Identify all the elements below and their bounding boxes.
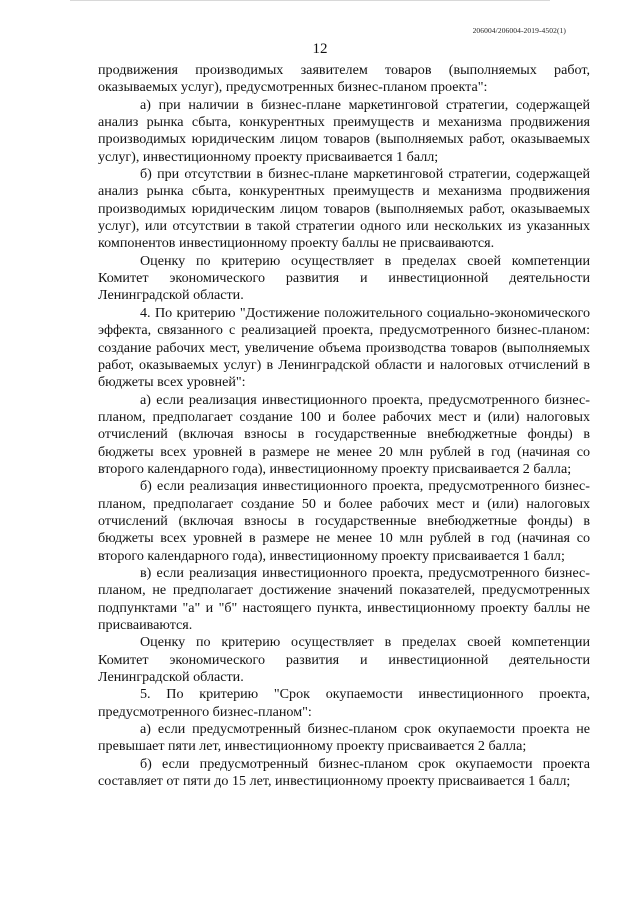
paragraph-item-b-payback: б) если предусмотренный бизнес-планом срок окупаемости проекта составляет от пяти до 15 лет, инвестиционному проекту присваивается 1 балл;: [98, 755, 590, 790]
paragraph-assessment-note: Оценку по критерию осуществляет в пределах своей компетенции Комитет экономического развития и инвестиционной деятельности Ленинградской области.: [98, 634, 590, 686]
document-body: [98, 62, 590, 790]
paragraph-item-a-marketing: а) при наличии в бизнес-плане маркетинговой стратегии, содержащей анализ рынка сбыта, конкурентных преимуществ и механизма продвижения производимых юридическим лицом товаров (выполняемых работ, оказываемых услуг), инвестиционному проекту присваивается 1 балл;: [98, 96, 590, 165]
document-id: 206004/206004-2019-4502(1): [472, 26, 566, 35]
paragraph-assessment-note: Оценку по критерию осуществляет в пределах своей компетенции Комитет экономического развития и инвестиционной деятельности Ленинградской области.: [98, 252, 590, 304]
paragraph-item-v-jobs: в) если реализация инвестиционного проекта, предусмотренного бизнес-планом, не предполагает достижение значений показателей, предусмотренных подпунктами "а" и "б" настоящего пункта, инвестиционному проекту баллы не присваиваются.: [98, 564, 590, 633]
paragraph-criterion-5: 5. По критерию "Срок окупаемости инвестиционного проекта, предусмотренного бизнес-планом":: [98, 686, 590, 720]
top-border-line: [70, 0, 550, 1]
paragraph-item-b-marketing: б) при отсутствии в бизнес-плане маркетинговой стратегии, содержащей анализ рынка сбыта, конкурентных преимуществ и механизма продвижения производимых юридическим лицом товаров (выполняемых работ, оказываемых услуг), или отсутствии в такой стратегии одного или нескольких из указанных компонентов инвестиционному проекту баллы не присваиваются.: [98, 166, 590, 252]
paragraph-item-a-jobs: а) если реализация инвестиционного проекта, предусмотренного бизнес-планом, предполагает создание 100 и более рабочих мест и (или) налоговых отчислений (включая взносы в государственные внебюджетные фонды) в бюджеты всех уровней в размере не менее 20 млн рублей в год (начиная со второго календарного года), инвестиционному проекту присваивается 2 балла;: [98, 391, 590, 477]
page-number: 12: [312, 41, 328, 57]
paragraph-criterion-4: 4. По критерию "Достижение положительного социально-экономического эффекта, связанного с реализацией проекта, предусмотренного бизнес-планом: создание рабочих мест, увеличение объема производства товаров (выполняемых работ, оказываемых услуг) в Ленинградской области и налоговых отчислений в бюджеты всех уровней":: [98, 304, 590, 391]
paragraph-continuation: продвижения производимых заявителем товаров (выполняемых работ, оказываемых услуг), предусмотренных бизнес-планом проекта":: [98, 62, 590, 96]
paragraph-item-b-jobs: б) если реализация инвестиционного проекта, предусмотренного бизнес-планом, предполагает создание 50 и более рабочих мест и (или) налоговых отчислений (включая взносы в государственные внебюджетные фонды) в бюджеты всех уровней в размере не менее 10 млн рублей в год (начиная со второго календарного года), инвестиционному проекту присваивается 1 балл;: [98, 478, 590, 564]
paragraph-item-a-payback: а) если предусмотренный бизнес-планом срок окупаемости проекта не превышает пяти лет, инвестиционному проекту присваивается 2 балла;: [98, 721, 590, 755]
